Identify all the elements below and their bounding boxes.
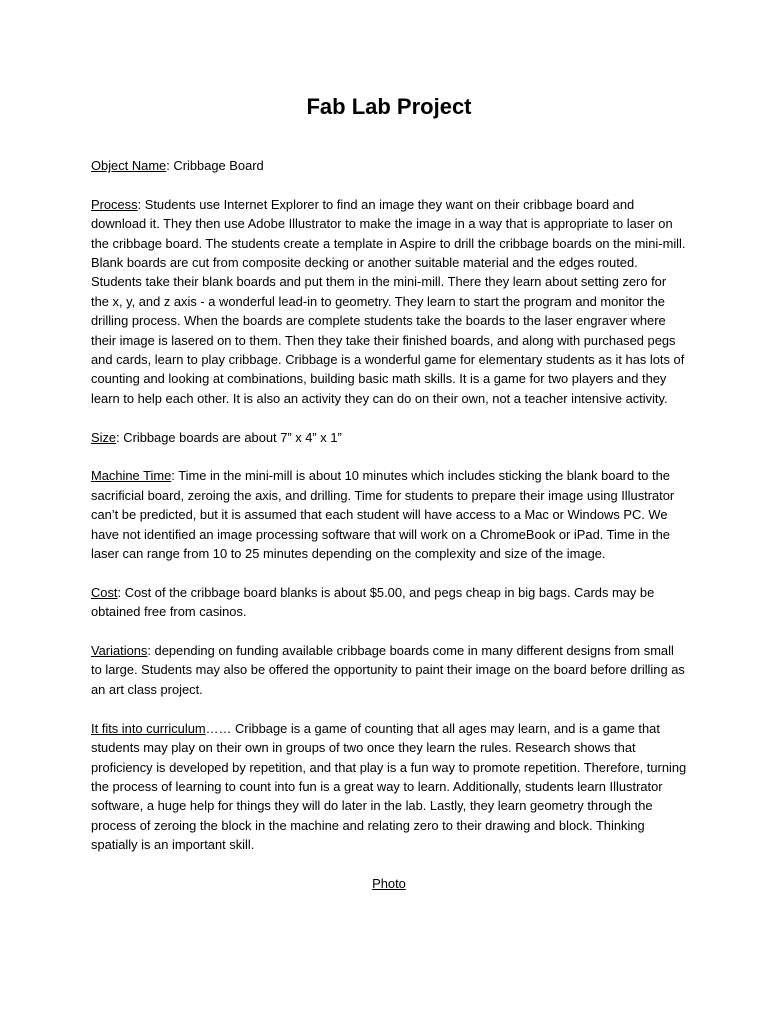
section-label: Object Name <box>91 158 167 173</box>
section-text: Students use Internet Explorer to find an image they want on their cribbage board and download it. They then use Adobe Illustrator to make the image in a way that is appropriate to laser on the cribbage board. The students create a template in Aspire to drill the cribbage boards on the mini-mill. Blank boards are cut from composite decking or another suitable material and the edges routed. Students take their blank boards and put them in the mini-mill. There they learn about setting zero for the x, y, and z axis - a wonderful lead-in to geometry. They learn to start the program and monitor the drilling process. When the boards are complete students take the boards to the laser engraver where their image is lasered on to them. Then they take their finished boards, and along with purchased pegs and cards, learn to play cribbage. Cribbage is a wonderful game for elementary students as it has lots of counting and looking at combinations, building basic math skills. It is a game for two players and they learn to help each other. It is also an activity they can do on their own, not a teacher intensive activity. <box>91 196 686 406</box>
section-cost <box>91 583 687 622</box>
document-page <box>91 92 687 893</box>
section-label: Process <box>91 196 138 212</box>
section-label: Cost <box>91 584 118 600</box>
section-size <box>91 428 687 447</box>
section-separator: : <box>171 468 175 484</box>
photo-label-container <box>91 874 687 893</box>
section-separator: : <box>117 584 122 600</box>
section-text: Cribbage is a game of counting that all ages may learn, and is a game that students may play on their own in groups of two once they learn the rules. Research shows that proficiency is developed by repetition, and that play is a fun way to promote repetition. Therefore, turning the process of learning to count into fun is a great way to learn. Additionally, students learn Illustrator software, a huge help for things they will do later in the lab. Lastly, they learn geometry through the process of zeroing the block in the machine and relating zero to their drawing and block. Thinking spatially is an important skill. <box>91 720 687 853</box>
section-separator: : <box>116 429 120 445</box>
section-label: Size <box>91 429 117 445</box>
section-text: Cost of the cribbage board blanks is about $5.00, and pegs cheap in big bags. Cards may be obtained free from casinos. <box>91 584 655 620</box>
section-separator: : <box>166 158 170 173</box>
section-object-name <box>91 156 687 175</box>
section-variations <box>91 641 687 699</box>
photo-link[interactable]: Photo <box>372 875 406 891</box>
section-text: Cribbage boards are about 7” x 4” x 1” <box>119 429 342 445</box>
section-label: Variations <box>91 643 148 659</box>
section-label: Machine Time <box>91 468 172 484</box>
section-separator: : <box>147 643 151 659</box>
section-curriculum <box>91 719 687 855</box>
section-text: Cribbage Board <box>169 158 264 173</box>
document-title: Fab Lab Project <box>306 94 472 119</box>
section-text: depending on funding available cribbage boards come in many different designs from small to large. Students may also be offered the opportunity to paint their image on the board before drilling as an art class project. <box>91 643 685 697</box>
section-process <box>91 195 687 408</box>
section-separator: : <box>137 196 142 212</box>
section-machine-time <box>91 466 687 563</box>
section-text: Time in the mini-mill is about 10 minutes which includes sticking the blank board to the sacrificial board, zeroing the axis, and drilling. Time for students to prepare their image using Illustrator can’t be predicted, but it is assumed that each student will have access to a Mac or Windows PC. We have not identified an image processing software that will work on a ChromeBook or iPad. Time in the laser can range from 10 to 25 minutes depending on the complexity and size of the image. <box>91 468 675 562</box>
section-separator: …… <box>205 720 232 736</box>
section-label: It fits into curriculum <box>91 720 206 736</box>
